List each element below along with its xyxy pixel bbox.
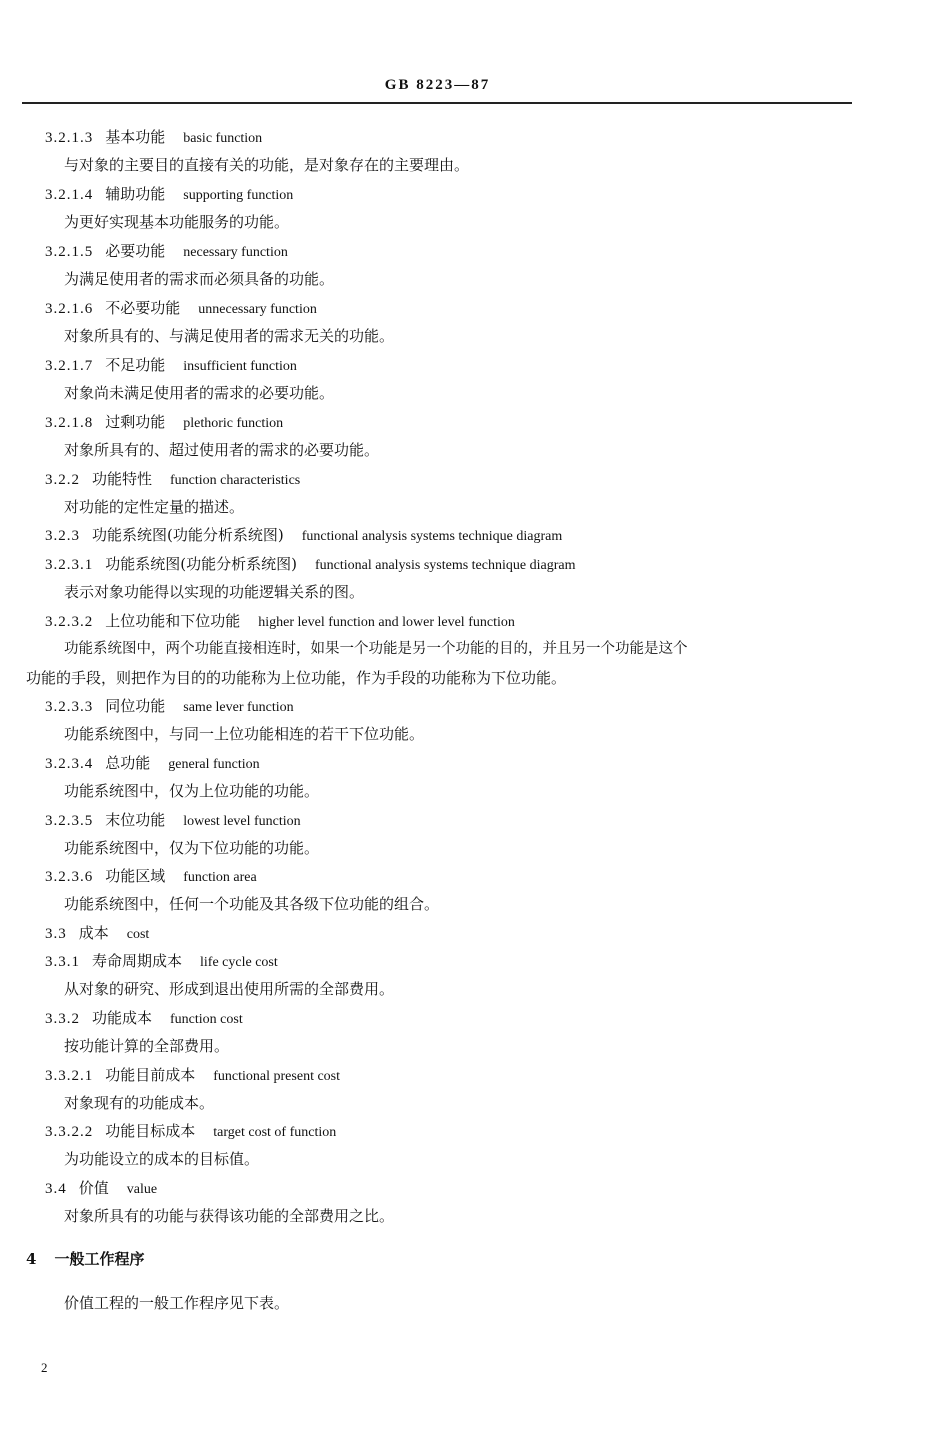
- term-zh: 功能目前成本: [105, 1066, 196, 1084]
- definition-text: 对象所具有的、与满足使用者的需求无关的功能。: [64, 327, 395, 345]
- term-en: lowest level function: [183, 814, 301, 829]
- term-line: [45, 1008, 243, 1030]
- clause-number: 3.2.3: [45, 528, 80, 544]
- term-en: same lever function: [183, 700, 294, 715]
- clause-number: 3.3.2.1: [45, 1068, 94, 1084]
- term-zh: 末位功能: [105, 811, 166, 829]
- term-zh: 不必要功能: [105, 299, 181, 317]
- clause-number: 3.3: [45, 926, 67, 942]
- clause-number: 3.2.1.4: [45, 187, 94, 203]
- clause-number: 3.2.1.8: [45, 415, 94, 431]
- term-line: [45, 810, 301, 832]
- term-zh: 功能系统图(功能分析系统图): [105, 555, 297, 573]
- term-zh: 必要功能: [105, 242, 166, 260]
- section-heading: [26, 1249, 144, 1269]
- term-en: insufficient function: [183, 359, 297, 374]
- definition-text: 功能系统图中，与同一上位功能相连的若干下位功能。: [64, 725, 425, 743]
- term-en: necessary function: [183, 245, 288, 260]
- term-line: [45, 951, 278, 973]
- term-line: [45, 753, 260, 775]
- term-line: [45, 241, 288, 263]
- clause-number: 3.2.3.6: [45, 869, 94, 885]
- term-zh: 价值: [78, 1179, 109, 1197]
- definition-text: 按功能计算的全部费用。: [64, 1037, 230, 1055]
- term-en: functional analysis systems technique diagram: [314, 558, 576, 573]
- term-zh: 功能目标成本: [105, 1122, 196, 1140]
- term-en: life cycle cost: [200, 955, 278, 970]
- section-title: 一般工作程序: [54, 1250, 145, 1268]
- definition-text: 为满足使用者的需求而必须具备的功能。: [64, 270, 335, 288]
- term-zh: 功能区域: [105, 867, 166, 885]
- header-rule: [22, 102, 852, 104]
- term-line: [45, 298, 317, 320]
- definition-text: 表示对象功能得以实现的功能逻辑关系的图。: [64, 583, 365, 601]
- definition-text: 对象尚未满足使用者的需求的必要功能。: [64, 384, 335, 402]
- term-line: [45, 1178, 157, 1200]
- clause-number: 3.2.3.3: [45, 699, 94, 715]
- term-zh: 上位功能和下位功能: [105, 612, 241, 630]
- term-en: cost: [126, 927, 150, 942]
- section-body-text: 价值工程的一般工作程序见下表。: [64, 1294, 290, 1312]
- term-line: [45, 355, 297, 377]
- definition-text-continued: 功能的手段，则把作为目的的功能称为上位功能，作为手段的功能称为下位功能。: [26, 669, 567, 687]
- term-zh: 不足功能: [105, 356, 166, 374]
- term-en: function characteristics: [170, 473, 301, 488]
- definition-text: 功能系统图中，任何一个功能及其各级下位功能的组合。: [64, 895, 440, 913]
- term-line: [45, 611, 515, 633]
- definition-text: 对功能的定性定量的描述。: [64, 498, 245, 516]
- clause-number: 3.2.1.6: [45, 301, 94, 317]
- term-en: higher level function and lower level function: [258, 615, 515, 630]
- clause-number: 3.2.3.4: [45, 756, 94, 772]
- term-zh: 成本: [78, 924, 109, 942]
- term-line: [45, 469, 300, 491]
- clause-number: 3.4: [45, 1181, 67, 1197]
- clause-number: 3.2.3.1: [45, 557, 94, 573]
- clause-number: 3.3.1: [45, 954, 80, 970]
- clause-number: 3.2.3.5: [45, 813, 94, 829]
- clause-number: 3.3.2: [45, 1011, 80, 1027]
- definition-text: 功能系统图中，两个功能直接相连时，如果一个功能是另一个功能的目的，并且另一个功能是这个: [64, 641, 688, 657]
- term-en: functional present cost: [213, 1069, 341, 1084]
- term-en: function cost: [170, 1012, 243, 1027]
- term-zh: 过剩功能: [105, 413, 166, 431]
- term-zh: 同位功能: [105, 697, 166, 715]
- term-en: unnecessary function: [198, 302, 317, 317]
- term-zh: 功能特性: [92, 470, 153, 488]
- term-en: function area: [183, 870, 257, 885]
- clause-number: 3.2.1.3: [45, 130, 94, 146]
- term-line: [45, 1121, 336, 1143]
- term-line: [45, 525, 562, 547]
- clause-number: 3.2.2: [45, 472, 80, 488]
- term-line: [45, 184, 293, 206]
- page-number: 2: [41, 1360, 48, 1375]
- term-en: value: [126, 1182, 158, 1197]
- definition-text: 与对象的主要目的直接有关的功能，是对象存在的主要理由。: [64, 156, 470, 174]
- term-en: basic function: [183, 131, 263, 146]
- term-zh: 功能系统图(功能分析系统图): [92, 526, 284, 544]
- term-zh: 寿命周期成本: [92, 952, 183, 970]
- term-line: [45, 412, 283, 434]
- term-en: functional analysis systems technique diagram: [301, 529, 563, 544]
- definition-text: 功能系统图中，仅为下位功能的功能。: [64, 839, 320, 857]
- definition-text: 从对象的研究、形成到退出使用所需的全部费用。: [64, 980, 395, 998]
- definition-text: 对象所具有的功能与获得该功能的全部费用之比。: [64, 1207, 395, 1225]
- clause-number: 3.3.2.2: [45, 1124, 94, 1140]
- term-zh: 功能成本: [92, 1009, 153, 1027]
- definition-text: 功能系统图中，仅为上位功能的功能。: [64, 782, 320, 800]
- section-number: 4: [26, 1250, 37, 1268]
- term-line: [45, 127, 262, 149]
- definition-text: 为功能设立的成本的目标值。: [64, 1150, 260, 1168]
- clause-number: 3.2.1.7: [45, 358, 94, 374]
- term-line: [45, 554, 575, 576]
- term-en: target cost of function: [213, 1125, 337, 1140]
- definition-text: 为更好实现基本功能服务的功能。: [64, 213, 290, 231]
- term-zh: 总功能: [105, 754, 151, 772]
- clause-number: 3.2.3.2: [45, 614, 94, 630]
- term-line: [45, 1065, 340, 1087]
- term-zh: 辅助功能: [105, 185, 166, 203]
- term-en: supporting function: [183, 188, 294, 203]
- term-line: [45, 866, 257, 888]
- term-zh: 基本功能: [105, 128, 166, 146]
- term-en: general function: [168, 757, 260, 772]
- clause-number: 3.2.1.5: [45, 244, 94, 260]
- term-line: [45, 923, 149, 945]
- definition-text: 对象所具有的、超过使用者的需求的必要功能。: [64, 441, 380, 459]
- term-en: plethoric function: [183, 416, 284, 431]
- term-line: [45, 696, 294, 718]
- standard-code-header: GB 8223—87: [384, 77, 491, 93]
- definition-text: 对象现有的功能成本。: [64, 1094, 215, 1112]
